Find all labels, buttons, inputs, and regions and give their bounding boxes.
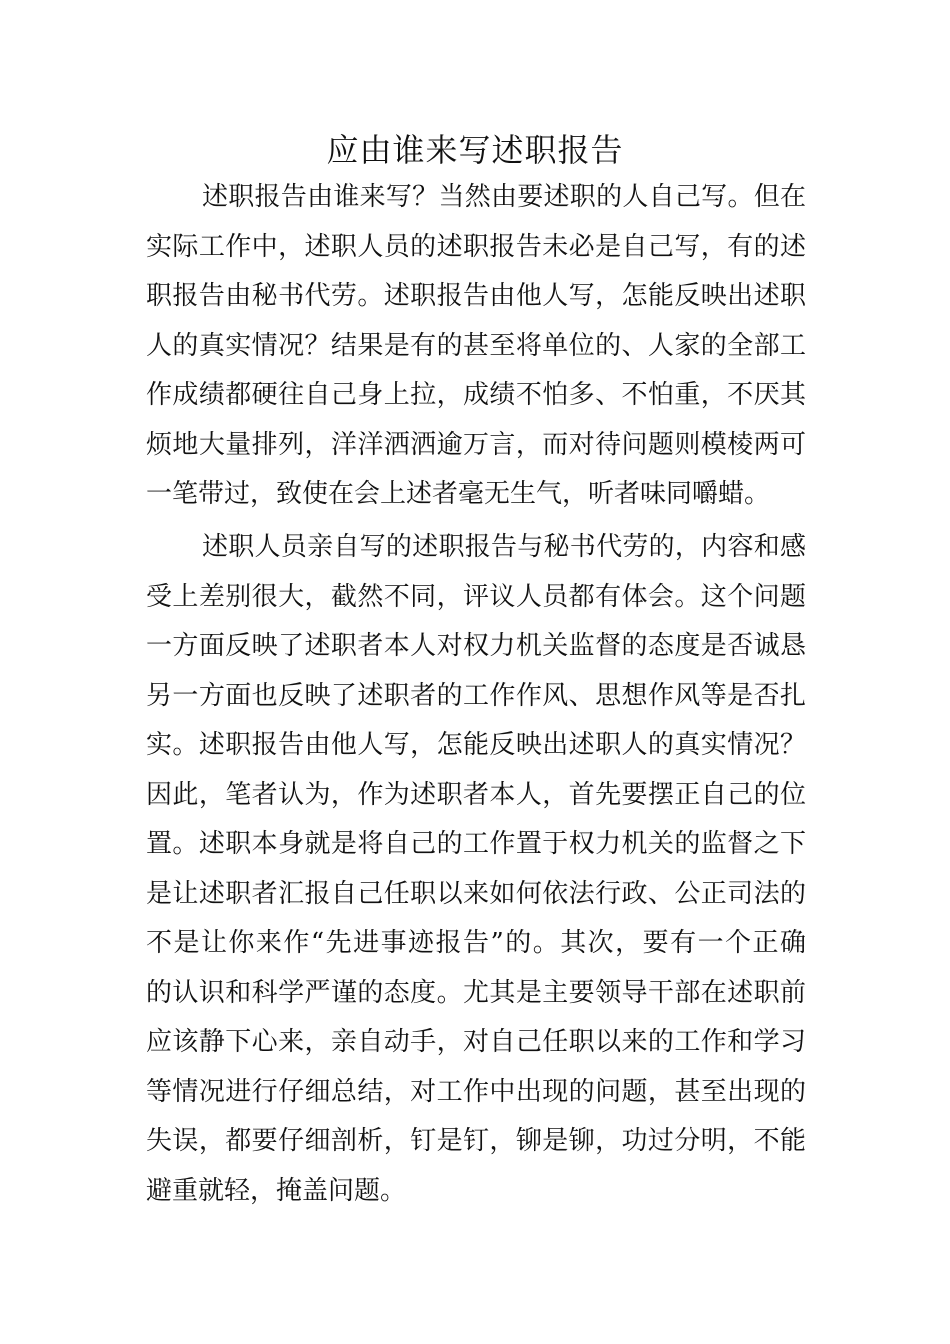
paragraph-line: 另一方面也反映了述职者的工作作风、思想作风等是否扎 — [146, 680, 806, 711]
paragraph-line: 述职人员亲自写的述职报告与秘书代劳的，内容和感 — [202, 532, 806, 562]
paragraph-1 — [146, 173, 806, 520]
paragraph-line: 职报告由秘书代劳。述职报告由他人写，怎能反映出述职 — [146, 281, 806, 311]
paragraph-line: 避重就轻，掩盖问题。 — [146, 1175, 407, 1206]
paragraph-line: 的认识和科学严谨的态度。尤其是主要领导干部在述职前 — [146, 977, 806, 1008]
paragraph-line: 作成绩都硬往自己身上拉，成绩不怕多、不怕重，不厌其 — [146, 380, 806, 410]
paragraph-line: 实。述职报告由他人写，怎能反映出述职人的真实情况？ — [146, 730, 806, 760]
paragraph-line: 述职报告由谁来写？当然由要述职的人自己写。但在 — [202, 182, 806, 212]
paragraph-line: 是让述职者汇报自己任职以来如何依法行政、公正司法的 — [146, 878, 806, 909]
paragraph-line: 失误，都要仔细剖析，钉是钉，铆是铆，功过分明，不能 — [146, 1126, 806, 1156]
paragraph-line: 烦地大量排列，洋洋洒洒逾万言，而对待问题则模棱两可 — [146, 429, 806, 460]
paragraph-2 — [146, 523, 806, 1216]
paragraph-line: 一笔带过，致使在会上述者毫无生气，听者味同嚼蜡。 — [146, 479, 771, 509]
paragraph-line: 不是让你来作“先进事迹报告”的。其次，要有一个正确 — [146, 928, 806, 958]
paragraph-line: 一方面反映了述职者本人对权力机关监督的态度是否诚恳 — [146, 631, 806, 661]
paragraph-line: 实际工作中，述职人员的述职报告未必是自己写，有的述 — [146, 231, 806, 262]
document-title: 应由谁来写述职报告 — [326, 131, 624, 169]
paragraph-line: 因此，笔者认为，作为述职者本人，首先要摆正自己的位 — [146, 779, 806, 810]
paragraph-line: 人的真实情况？结果是有的甚至将单位的、人家的全部工 — [146, 330, 806, 361]
paragraph-line: 应该静下心来，亲自动手，对自己任职以来的工作和学习 — [146, 1027, 806, 1057]
paragraph-line: 等情况进行仔细总结，对工作中出现的问题，甚至出现的 — [146, 1076, 806, 1107]
paragraph-line: 受上差别很大，截然不同，评议人员都有体会。这个问题 — [146, 581, 806, 612]
paragraph-line: 置。述职本身就是将自己的工作置于权力机关的监督之下 — [146, 829, 806, 859]
